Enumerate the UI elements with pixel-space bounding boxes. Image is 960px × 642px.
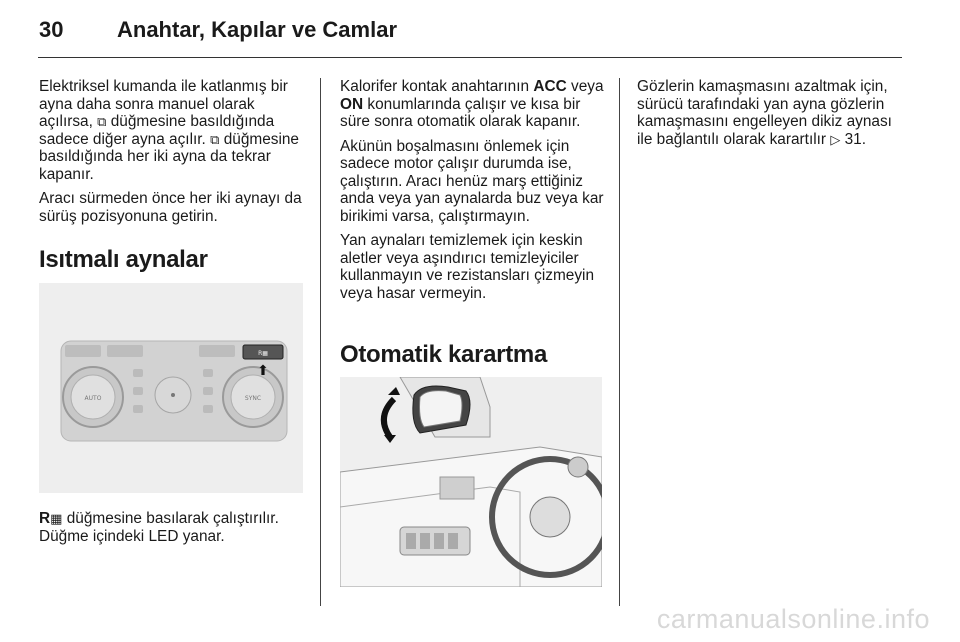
climate-panel-figure — [39, 283, 303, 493]
column-divider-2 — [619, 78, 620, 606]
svg-text:AUTO: AUTO — [84, 395, 102, 402]
column-divider-1 — [320, 78, 321, 606]
column-1 — [39, 78, 307, 232]
paragraph-fold-mirror: Elektriksel kumanda ile katlanmış bir ayna daha sonra manuel olarak açılırsa, ⧉ düğmesine basıldığında sadece diğer ayna açılır. ⧉ düğmesine basıldığında her iki ayna da tekrar kapanır. — [39, 78, 299, 183]
column-2 — [340, 78, 608, 309]
side-mirror-figure — [340, 377, 602, 587]
heated-mirror-instructions: R▦ düğmesine basılarak çalıştırılır. Düğme içindeki LED yanar. — [39, 510, 279, 545]
mirror-fold-icon: ⧉ — [97, 114, 107, 129]
paragraph-auto-dimming: Gözlerin kamaşmasını azaltmak için, sürücü tarafındaki yan ayna gözlerin kamaşmasını engelleyen dikiz aynası ile bağlantılı olarak karartılır ▷ 31. — [637, 78, 892, 148]
climate-panel-illustration — [39, 283, 303, 493]
paragraph-drive-position: Aracı sürmeden önce her iki aynayı da sürüş pozisyonuna getirin. — [39, 190, 302, 225]
side-mirror-illustration — [340, 377, 602, 587]
svg-text:R▦: R▦ — [258, 350, 268, 357]
svg-text:SYNC: SYNC — [244, 395, 262, 402]
section-heading-auto-dimming: Otomatik karartma — [340, 341, 547, 368]
page-reference-arrow-icon: ▷ — [830, 131, 841, 147]
paragraph-cleaning: Yan aynaları temizlemek için keskin aletler veya aşındırıcı temizleyiciler kullanmayın ve rezistansları çizmeyin veya hasar vermeyin. — [340, 232, 595, 302]
column-3 — [637, 78, 909, 155]
header-divider — [38, 57, 902, 58]
page-number: 30 — [39, 17, 64, 42]
mirror-fold-icon: ⧉ — [210, 131, 220, 147]
pointer-arrow-icon: ⬆ — [257, 363, 269, 379]
page-title: Anahtar, Kapılar ve Camlar — [117, 17, 398, 42]
watermark: carmanualsonline.info — [656, 604, 930, 634]
section-heading-heated-mirrors: Isıtmalı aynalar — [39, 246, 208, 273]
paragraph-battery: Akünün boşalmasını önlemek için sadece motor çalışır durumda ise, çalıştırın. Aracı henüz marş ettiğiniz anda veya yan aynalarda buz veya kar birikimi varsa, çalıştırmayın. — [340, 137, 604, 225]
heated-mirror-icon: R — [39, 510, 51, 527]
paragraph-acc-on: Kalorifer kontak anahtarının ACC veya ON konumlarında çalışır ve kısa bir süre sonra otomatik olarak kapanır. — [340, 78, 604, 130]
